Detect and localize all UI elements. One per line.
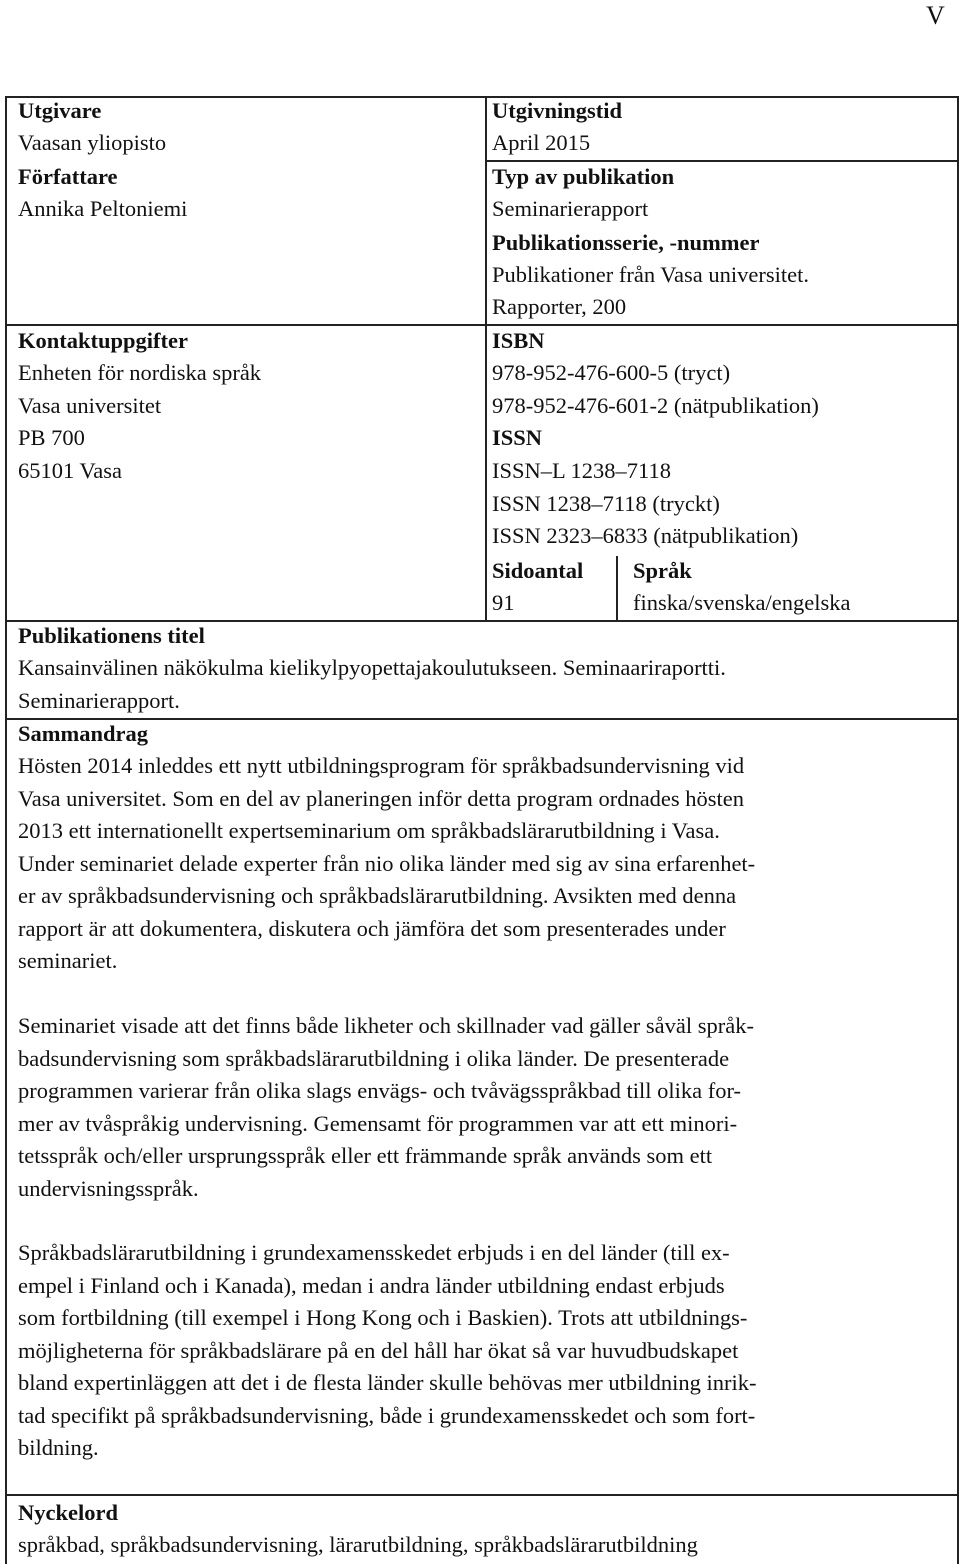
contact-line: 65101 Vasa (18, 458, 122, 483)
abstract-line: rapport är att dokumentera, diskutera och jämföra det som presenterades under (18, 915, 726, 941)
language-value: finska/svenska/engelska (633, 590, 851, 615)
series-heading: Publikationsserie, -nummer (492, 230, 760, 255)
isbn-heading: ISBN (492, 328, 545, 353)
keywords-heading: Nyckelord (18, 1500, 118, 1525)
abstract-line: bildning. (18, 1435, 99, 1460)
abstract-line: som fortbildning (till exempel i Hong Kong och i Baskien). Trots att utbildnings- (18, 1305, 748, 1330)
publisher-heading: Utgivare (18, 98, 102, 123)
author-heading: Författare (18, 164, 118, 189)
abstract-line: Seminariet visade att det finns både likheter och skillnader vad gäller såväl språk- (18, 1013, 754, 1038)
abstract-line: möjligheterna för språkbadslärare på en del håll har ökat så var huvudbudskapet (18, 1337, 739, 1363)
publisher-value: Vaasan yliopisto (18, 130, 167, 155)
abstract-paragraph-1 (18, 750, 943, 978)
keywords-value: språkbad, språkbadsundervisning, lärarutbildning, språkbadslärarutbildning (18, 1532, 698, 1557)
contact-line: Vasa universitet (18, 393, 162, 418)
abstract-line: Språkbadslärarutbildning i grundexamensskedet erbjuds i en del länder (till ex- (18, 1240, 730, 1265)
pages-value: 91 (492, 590, 515, 615)
abstract-line: Under seminariet delade experter från nio olika länder med sig av sina erfarenhet- (18, 850, 756, 876)
publication-date-value: April 2015 (492, 130, 591, 155)
abstract-line: 2013 ett internationellt expertseminarium om språkbadslärarutbildning i Vasa. (18, 818, 720, 843)
title-heading: Publikationens titel (18, 623, 205, 648)
isbn-line: 978-952-476-600-5 (tryct) (492, 360, 731, 385)
abstract-line: seminariet. (18, 948, 118, 973)
contact-heading: Kontaktuppgifter (18, 328, 189, 353)
abstract-paragraph-2 (18, 1010, 943, 1205)
publication-type-heading: Typ av publikation (492, 164, 675, 189)
publication-date-heading: Utgivningstid (492, 98, 623, 123)
series-line: Publikationer från Vasa universitet. (492, 262, 810, 287)
page-number: V (926, 1, 945, 30)
issn-line: ISSN 1238–7118 (tryckt) (492, 491, 720, 516)
issn-line: ISSN–L 1238–7118 (492, 458, 671, 483)
abstract-line: tad specifikt på språkbadsundervisning, både i grundexamensskedet och som fort- (18, 1402, 756, 1428)
issn-line: ISSN 2323–6833 (nätpublikation) (492, 523, 799, 548)
abstract-line: empel i Finland och i Kanada), medan i andra länder utbildning endast erbjuds (18, 1272, 725, 1298)
contact-line: PB 700 (18, 425, 85, 450)
abstract-line: bland expertinläggen att det i de flesta länder skulle behövas mer utbildning inrik- (18, 1370, 757, 1395)
abstract-line: Vasa universitet. Som en del av planeringen inför detta program ordnades hösten (18, 785, 745, 811)
abstract-line: er av språkbadsundervisning och språkbadslärarutbildning. Avsikten med denna (18, 883, 737, 908)
author-value: Annika Peltoniemi (18, 196, 188, 221)
abstract-line: badsundervisning som språkbadslärarutbildning i olika länder. De presenterade (18, 1045, 730, 1071)
abstract-heading: Sammandrag (18, 721, 149, 746)
pages-heading: Sidoantal (492, 558, 584, 583)
abstract-line: mer av tvåspråkig undervisning. Gemensamt för programmen var att ett minori- (18, 1110, 738, 1136)
language-heading: Språk (633, 558, 692, 583)
issn-heading: ISSN (492, 425, 543, 450)
abstract-line: undervisningsspråk. (18, 1175, 199, 1201)
abstract-paragraph-3 (18, 1237, 943, 1465)
isbn-line: 978-952-476-601-2 (nätpublikation) (492, 393, 819, 418)
abstract-line: tetsspråk och/eller ursprungsspråk eller ett främmande språk används som ett (18, 1143, 713, 1168)
abstract-line: Hösten 2014 inleddes ett nytt utbildningsprogram för språkbadsundervisning vid (18, 753, 745, 778)
title-line: Kansainvälinen näkökulma kielikylpyopettajakoulutukseen. Seminaariraportti. (18, 655, 726, 680)
title-line: Seminarierapport. (18, 688, 180, 713)
publication-type-value: Seminarierapport (492, 196, 649, 221)
contact-line: Enheten för nordiska språk (18, 360, 262, 385)
series-line: Rapporter, 200 (492, 294, 627, 319)
abstract-line: programmen varierar från olika slags envägs- och tvåvägsspråkbad till olika for- (18, 1078, 742, 1103)
